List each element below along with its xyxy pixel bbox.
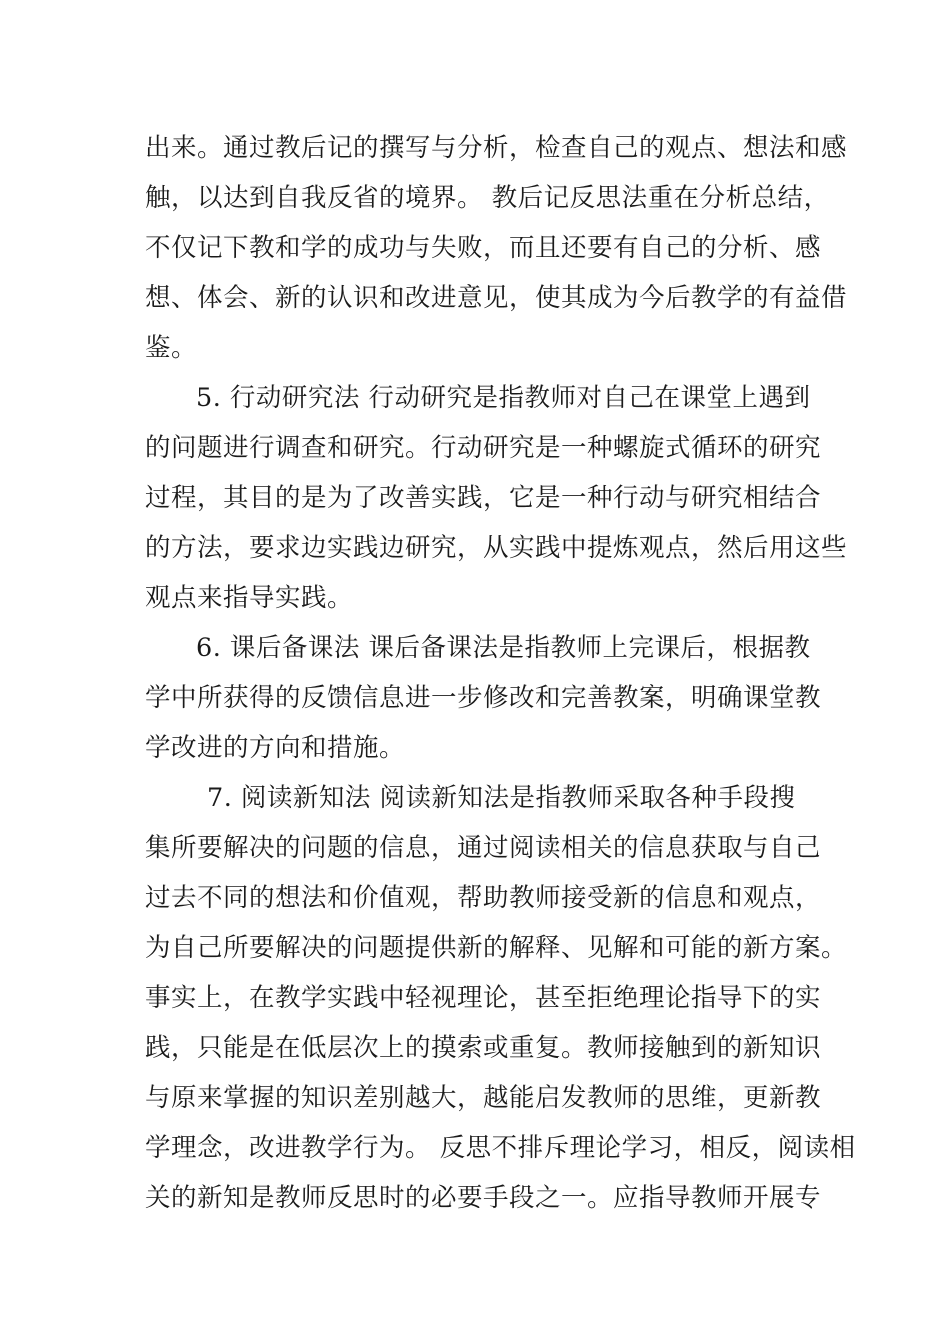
text-line: 事实上，在教学实践中轻视理论，甚至拒绝理论指导下的实	[145, 983, 822, 1013]
text-line: 7. 阅读新知法 阅读新知法是指教师采取各种手段搜	[207, 783, 796, 813]
text-line: 过程，其目的是为了改善实践，它是一种行动与研究相结合	[145, 483, 822, 513]
text-line: 学理念，改进教学行为。 反思不排斥理论学习，相反，阅读相	[145, 1133, 856, 1163]
text-line: 出来。通过教后记的撰写与分析，检查自己的观点、想法和感	[145, 133, 848, 163]
text-line: 践，只能是在低层次上的摸索或重复。教师接触到的新知识	[145, 1033, 822, 1063]
text-line: 的问题进行调查和研究。行动研究是一种螺旋式循环的研究	[145, 433, 822, 463]
text-line: 关的新知是教师反思时的必要手段之一。应指导教师开展专	[145, 1183, 822, 1213]
text-line: 与原来掌握的知识差别越大，越能启发教师的思维，更新教	[145, 1083, 822, 1113]
text-line: 想、体会、新的认识和改进意见，使其成为今后教学的有益借	[145, 283, 848, 313]
text-line: 学改进的方向和措施。	[145, 733, 406, 763]
text-line: 的方法，要求边实践边研究，从实践中提炼观点，然后用这些	[145, 533, 848, 563]
text-line: 触，以达到自我反省的境界。 教后记反思法重在分析总结，	[145, 183, 830, 213]
text-line: 为自己所要解决的问题提供新的解释、见解和可能的新方案。	[145, 933, 848, 963]
text-line: 学中所获得的反馈信息进一步修改和完善教案，明确课堂教	[145, 683, 822, 713]
text-line: 5. 行动研究法 行动研究是指教师对自己在课堂上遇到	[196, 383, 811, 413]
text-line: 鉴。	[145, 333, 198, 363]
text-line: 集所要解决的问题的信息，通过阅读相关的信息获取与自己	[145, 833, 822, 863]
text-line: 不仅记下教和学的成功与失败，而且还要有自己的分析、感	[145, 233, 822, 263]
text-line: 过去不同的想法和价值观，帮助教师接受新的信息和观点，	[145, 883, 822, 913]
text-line: 6. 课后备课法 课后备课法是指教师上完课后，根据教	[196, 633, 811, 663]
text-line: 观点来指导实践。	[145, 583, 354, 613]
